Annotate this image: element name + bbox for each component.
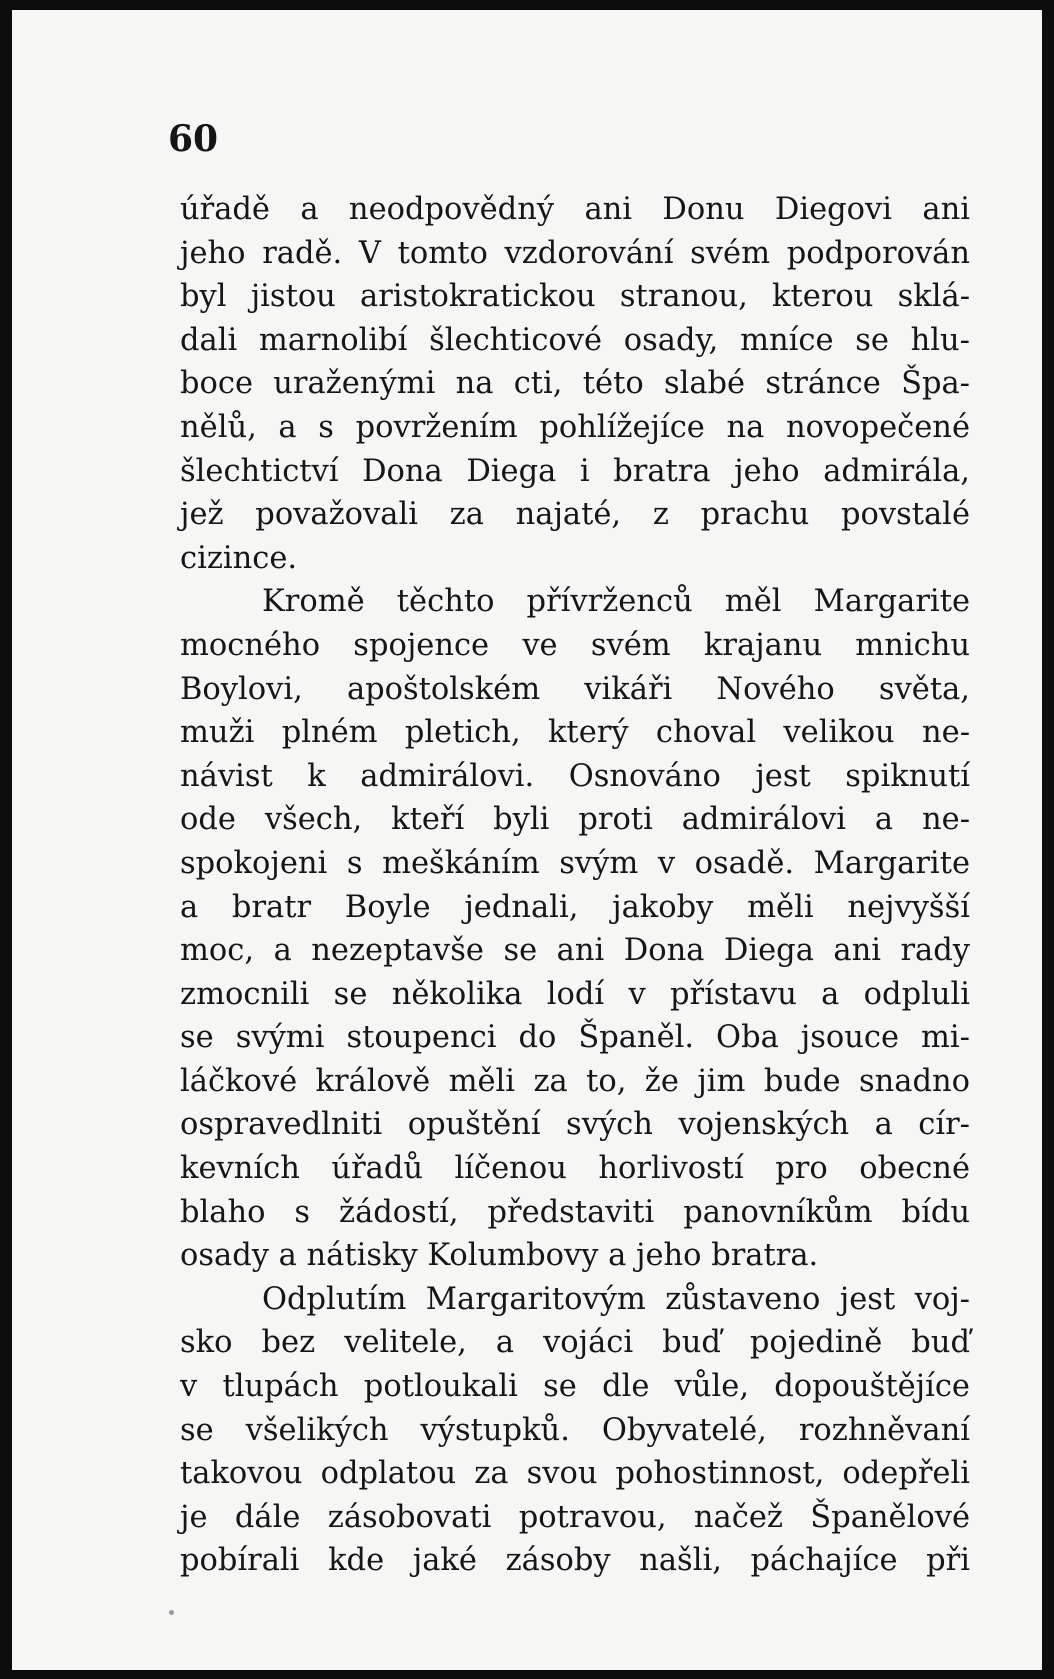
text-line: byl jistou aristokratickou stranou, kterou sklá-: [180, 279, 970, 315]
text-line: jeho radě. V tomto vzdorování svém podporován: [180, 235, 970, 271]
text-line: moc, a nezeptavše se ani Dona Diega ani rady: [180, 933, 970, 969]
text-line: nělů, a s povržením pohlížejíce na novopečené: [180, 409, 970, 445]
text-line: jež považovali za najaté, z prachu povstalé: [180, 497, 970, 533]
text-line: ode všech, kteří byli proti admirálovi a ne-: [180, 802, 970, 838]
text-line: kevních úřadů líčenou horlivostí pro obecné: [180, 1151, 970, 1187]
body-text: [180, 188, 970, 1583]
text-line: Boylovi, apoštolském vikáři Nového světa,: [180, 671, 970, 707]
text-line: ospravedlniti opuštění svých vojenských a cír-: [180, 1107, 970, 1143]
paper-speck: [169, 1610, 174, 1615]
text-line: mocného spojence ve svém krajanu mnichu: [180, 627, 970, 663]
text-line: se svými stoupenci do Španěl. Oba jsouce mi-: [180, 1020, 970, 1056]
book-page: [12, 10, 1042, 1670]
text-line: návist k admirálovi. Osnováno jest spiknutí: [180, 758, 970, 794]
text-line: dali marnolibí šlechticové osady, mníce se hlu-: [180, 322, 970, 358]
text-line: sko bez velitele, a vojáci buď pojedině buď: [180, 1325, 970, 1361]
text-line: boce uraženými na cti, této slabé stránce Špa-: [180, 366, 970, 402]
text-line: cizince.: [180, 540, 298, 576]
page-number: 60: [168, 118, 219, 160]
text-line: se všelikých výstupků. Obyvatelé, rozhněvaní: [180, 1412, 970, 1448]
text-line: osady a nátisky Kolumbovy a jeho bratra.: [180, 1238, 819, 1274]
text-line: úřadě a neodpovědný ani Donu Diegovi ani: [180, 192, 970, 227]
text-line: spokojeni s meškáním svým v osadě. Margarite: [180, 845, 970, 881]
text-line: je dále zásobovati potravou, načež Španělové: [180, 1499, 970, 1535]
text-line: pobírali kde jaké zásoby našli, páchajíce při: [180, 1543, 970, 1579]
text-line: láčkové králově měli za to, že jim bude snadno: [180, 1063, 970, 1099]
text-line: Odplutím Margaritovým zůstaveno jest voj-: [262, 1281, 970, 1317]
text-line: muži plném pletich, který choval velikou ne-: [180, 715, 970, 751]
text-line: v tlupách potloukali se dle vůle, dopouštějíce: [180, 1369, 970, 1405]
text-line: a bratr Boyle jednali, jakoby měli nejvyšší: [180, 889, 970, 925]
text-line: šlechtictví Dona Diega i bratra jeho admirála,: [180, 453, 970, 489]
text-line: takovou odplatou za svou pohostinnost, odepřeli: [180, 1456, 970, 1492]
text-line: Kromě těchto přívrženců měl Margarite: [262, 584, 970, 620]
text-line: blaho s žádostí, představiti panovníkům bídu: [180, 1194, 970, 1230]
text-line: zmocnili se několika lodí v přístavu a odpluli: [180, 976, 970, 1012]
